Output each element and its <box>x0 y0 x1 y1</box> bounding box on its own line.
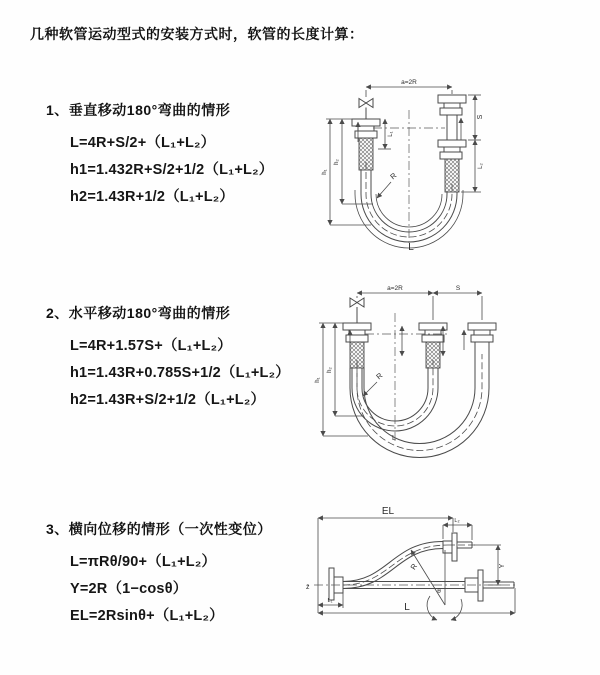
section-horizontal-180 <box>46 303 290 414</box>
right-flange-original <box>438 140 466 147</box>
diagram-horizontal-180-bend <box>310 278 600 463</box>
dim-l1-label: L₁ <box>327 598 333 604</box>
dim-h2-label: h₂ <box>327 367 333 373</box>
dim-h1-label: h₁ <box>322 169 328 175</box>
axis-mark: z̄ <box>306 584 310 591</box>
section1-formula-h2: h2=1.43R+1/2（L₁+L₂） <box>70 189 235 205</box>
dim-y-label: Y <box>499 563 506 569</box>
diagram-vertical-180-bend <box>315 72 600 262</box>
section2-formula-L: L=4R+1.57S+（L₁+L₂） <box>70 338 232 354</box>
left-flange <box>352 119 380 126</box>
dim-h1-label: h₁ <box>315 377 321 383</box>
left-flange <box>329 568 334 600</box>
dim-s-label: S <box>455 285 461 292</box>
section1-heading: 1、垂直移动180°弯曲的情形 <box>46 102 231 118</box>
dim-l-label: L <box>408 242 414 253</box>
dim-l-label: L <box>404 602 410 613</box>
hose-moved-wall <box>343 549 443 589</box>
right-end-flange <box>478 570 483 601</box>
section1-formula-L: L=4R+S/2+（L₁+L₂） <box>70 135 216 151</box>
dim-el-label: EL <box>381 506 395 517</box>
moved-end-fitting <box>443 541 452 553</box>
dim-h2-label: h₂ <box>334 159 340 165</box>
section2-formula-h2: h2=1.43R+S/2+1/2（L₁+L₂） <box>70 392 266 408</box>
dim-a2r-label: a=2R <box>401 79 417 86</box>
angle-theta-label: θ <box>437 588 441 595</box>
dim-l2-label: L₂ <box>454 518 460 524</box>
diagram-lateral-displacement <box>300 500 600 660</box>
section3-heading: 3、横向位移的情形（一次性变位） <box>46 521 272 537</box>
right-flange-moved <box>438 95 466 103</box>
section2-heading: 2、水平移动180°弯曲的情形 <box>46 305 231 321</box>
dim-l1-label: L₁ <box>388 131 394 137</box>
page-title: 几种软管运动型式的安装方式时，软管的长度计算： <box>30 26 364 42</box>
dim-s-label: S <box>477 114 484 120</box>
hose-inner-wall-moved <box>364 356 475 444</box>
hose-moved-centerline <box>343 545 448 585</box>
right-flange-moved <box>468 323 496 330</box>
radius-label: R <box>374 370 385 382</box>
valve-icon <box>359 99 373 108</box>
dim-l2-label: L₂ <box>478 163 484 169</box>
valve-icon <box>350 298 364 307</box>
radius-label: R <box>388 170 399 182</box>
section3-formula-EL: EL=2Rsinθ+（L₁+L₂） <box>70 608 224 624</box>
section3-formula-Y: Y=2R（1−cosθ） <box>70 581 188 597</box>
section-lateral-displacement <box>46 519 272 630</box>
section1-formula-h1: h1=1.432R+S/2+1/2（L₁+L₂） <box>70 162 274 178</box>
section2-formula-h1: h1=1.43R+0.785S+1/2（L₁+L₂） <box>70 365 290 381</box>
moved-end-flange <box>452 533 457 561</box>
dim-a2r-label: a=2R <box>387 285 403 292</box>
dim-l-label: L <box>392 435 396 442</box>
hose-outer-wall-moved <box>350 356 489 458</box>
section3-formula-L: L=πRθ/90+（L₁+L₂） <box>70 554 217 570</box>
radius-label: R <box>408 561 420 572</box>
section-vertical-180 <box>46 100 273 211</box>
left-flange <box>343 323 371 330</box>
hose-centerline-moved <box>357 354 482 451</box>
